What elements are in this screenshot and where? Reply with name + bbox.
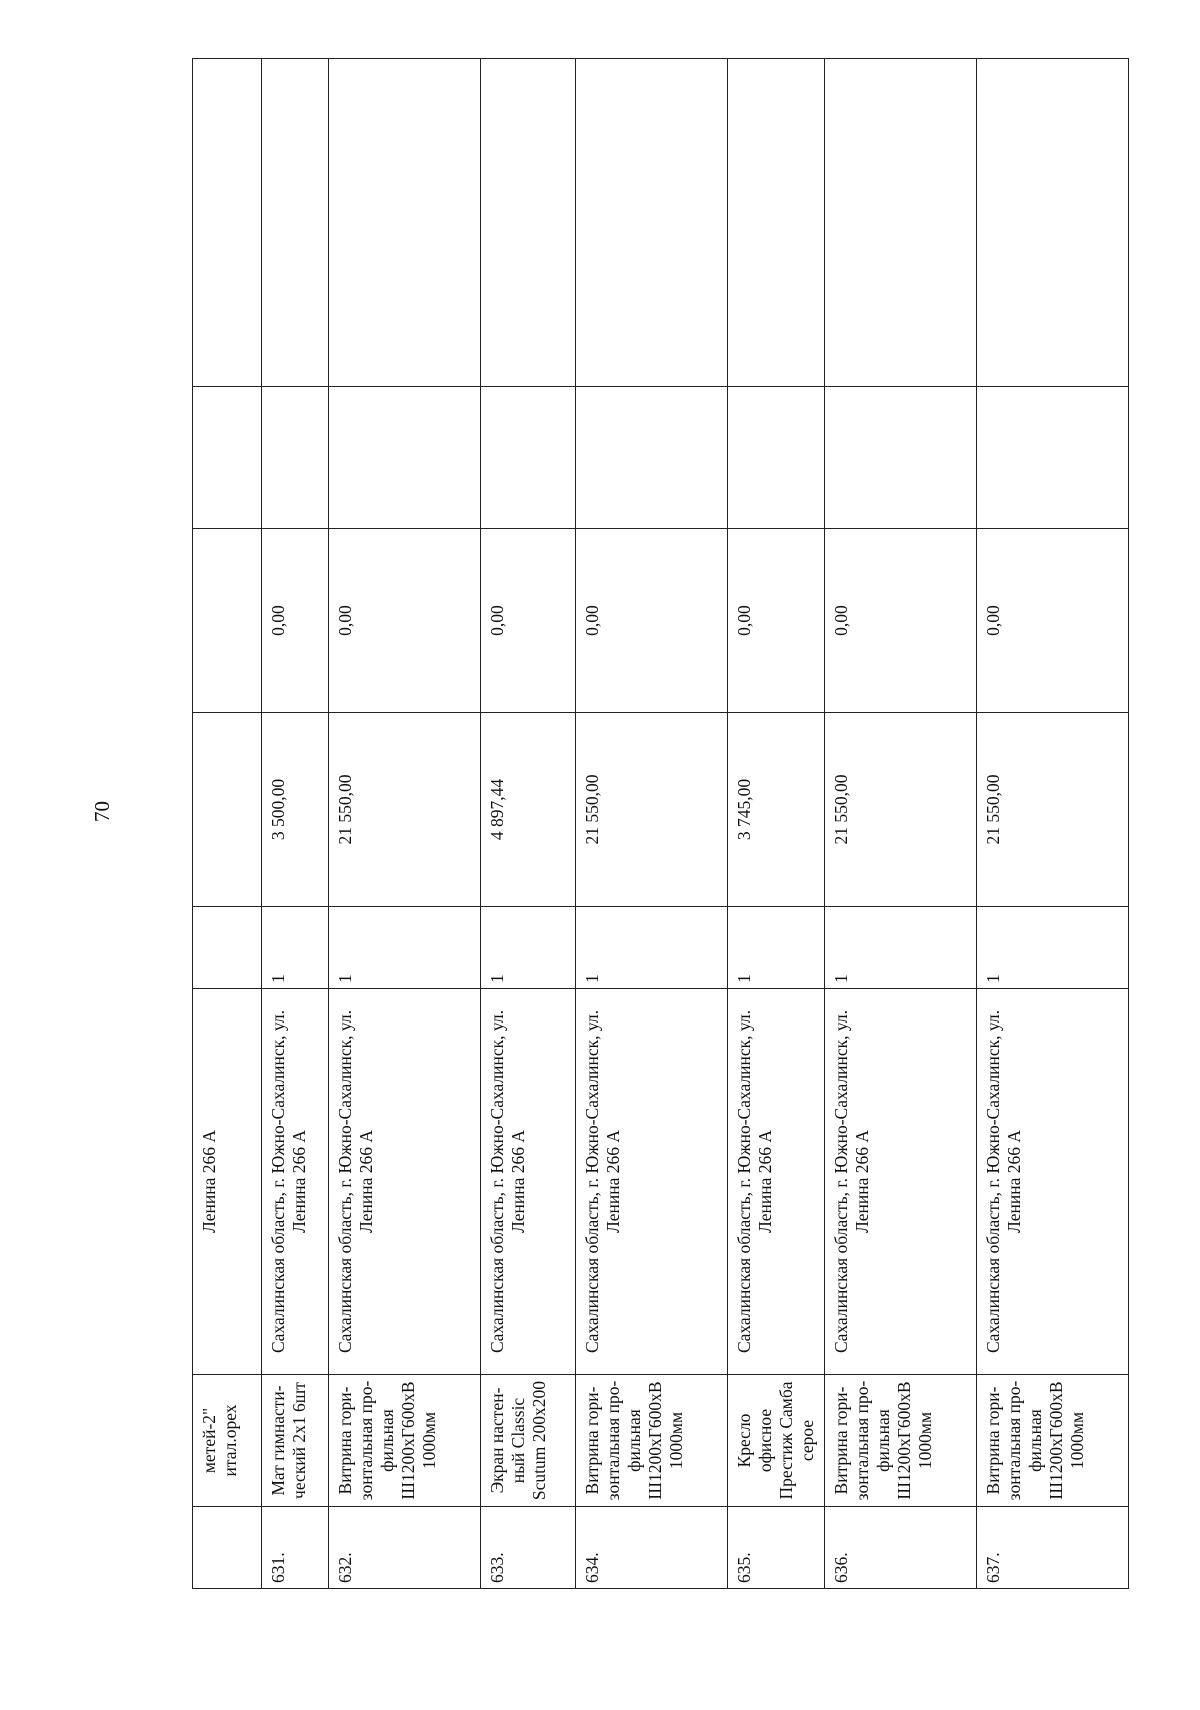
cell-quantity: 1	[481, 907, 576, 989]
cell-address: Сахалинская область, г. Южно-Сахалинск, ул. Ленина 266 А	[977, 989, 1129, 1375]
cell-extra-1	[193, 387, 262, 529]
cell-number: 634.	[576, 1507, 728, 1589]
table-row	[977, 59, 1129, 1589]
cell-extra-1	[728, 387, 825, 529]
cell-name: Экран настен-ный Classic Scutum 200х200	[481, 1375, 576, 1507]
cell-extra-2	[481, 59, 576, 387]
cell-cost: 3 500,00	[262, 713, 329, 907]
cell-number: 633.	[481, 1507, 576, 1589]
cell-depreciation: 0,00	[329, 529, 481, 713]
cell-address: Сахалинская область, г. Южно-Сахалинск, ул. Ленина 266 А	[329, 989, 481, 1375]
cell-number: 632.	[329, 1507, 481, 1589]
cell-address: Сахалинская область, г. Южно-Сахалинск, ул. Ленина 266 А	[481, 989, 576, 1375]
cell-depreciation: 0,00	[576, 529, 728, 713]
cell-name: Витрина гори-зонтальная про-фильная Ш1200хГ600хВ 1000мм	[576, 1375, 728, 1507]
cell-number: 637.	[977, 1507, 1129, 1589]
cell-extra-1	[262, 387, 329, 529]
cell-quantity: 1	[329, 907, 481, 989]
cell-depreciation: 0,00	[481, 529, 576, 713]
cell-quantity: 1	[728, 907, 825, 989]
cell-extra-1	[977, 387, 1129, 529]
cell-depreciation: 0,00	[977, 529, 1129, 713]
cell-extra-2	[825, 59, 977, 387]
cell-cost: 3 745,00	[728, 713, 825, 907]
cell-cost: 21 550,00	[329, 713, 481, 907]
cell-number	[193, 1507, 262, 1589]
cell-depreciation: 0,00	[728, 529, 825, 713]
cell-name: Витрина гори-зонтальная про-фильная Ш1200хГ600хВ 1000мм	[977, 1375, 1129, 1507]
cell-address: Сахалинская область, г. Южно-Сахалинск, ул. Ленина 266 А	[825, 989, 977, 1375]
cell-extra-1	[825, 387, 977, 529]
cell-extra-2	[728, 59, 825, 387]
cell-extra-1	[329, 387, 481, 529]
table-row	[825, 59, 977, 1589]
page-number: 70	[90, 801, 114, 822]
cell-quantity: 1	[977, 907, 1129, 989]
table-row	[262, 59, 329, 1589]
cell-extra-1	[481, 387, 576, 529]
cell-number: 636.	[825, 1507, 977, 1589]
cell-address: Сахалинская область, г. Южно-Сахалинск, ул. Ленина 266 А	[728, 989, 825, 1375]
cell-name: Кресло офисное Престиж Самба серое	[728, 1375, 825, 1507]
cell-quantity: 1	[825, 907, 977, 989]
cell-cost: 21 550,00	[825, 713, 977, 907]
cell-depreciation	[193, 529, 262, 713]
cell-number: 631.	[262, 1507, 329, 1589]
cell-quantity: 1	[262, 907, 329, 989]
cell-extra-2	[329, 59, 481, 387]
property-register-table	[192, 58, 1129, 1589]
rotated-table-wrapper	[192, 58, 1129, 1589]
cell-address: Ленина 266 А	[193, 989, 262, 1375]
cell-address: Сахалинская область, г. Южно-Сахалинск, ул. Ленина 266 А	[576, 989, 728, 1375]
table-row	[481, 59, 576, 1589]
cell-cost: 21 550,00	[576, 713, 728, 907]
cell-depreciation: 0,00	[262, 529, 329, 713]
cell-extra-1	[576, 387, 728, 529]
cell-extra-2	[193, 59, 262, 387]
table-row	[728, 59, 825, 1589]
cell-extra-2	[262, 59, 329, 387]
cell-quantity	[193, 907, 262, 989]
cell-address: Сахалинская область, г. Южно-Сахалинск, ул. Ленина 266 А	[262, 989, 329, 1375]
table-row	[576, 59, 728, 1589]
cell-cost	[193, 713, 262, 907]
cell-quantity: 1	[576, 907, 728, 989]
table-row-continued	[193, 59, 262, 1589]
cell-name: метей-2" итал.орех	[193, 1375, 262, 1507]
cell-extra-2	[977, 59, 1129, 387]
cell-depreciation: 0,00	[825, 529, 977, 713]
cell-name: Мат гимнасти-ческий 2х1 6шт	[262, 1375, 329, 1507]
cell-cost: 21 550,00	[977, 713, 1129, 907]
table-row	[329, 59, 481, 1589]
cell-cost: 4 897,44	[481, 713, 576, 907]
cell-number: 635.	[728, 1507, 825, 1589]
cell-name: Витрина гори-зонтальная про-фильная Ш1200хГ600хВ 1000мм	[825, 1375, 977, 1507]
cell-name: Витрина гори-зонтальная про-фильная Ш1200хГ600хВ 1000мм	[329, 1375, 481, 1507]
cell-extra-2	[576, 59, 728, 387]
